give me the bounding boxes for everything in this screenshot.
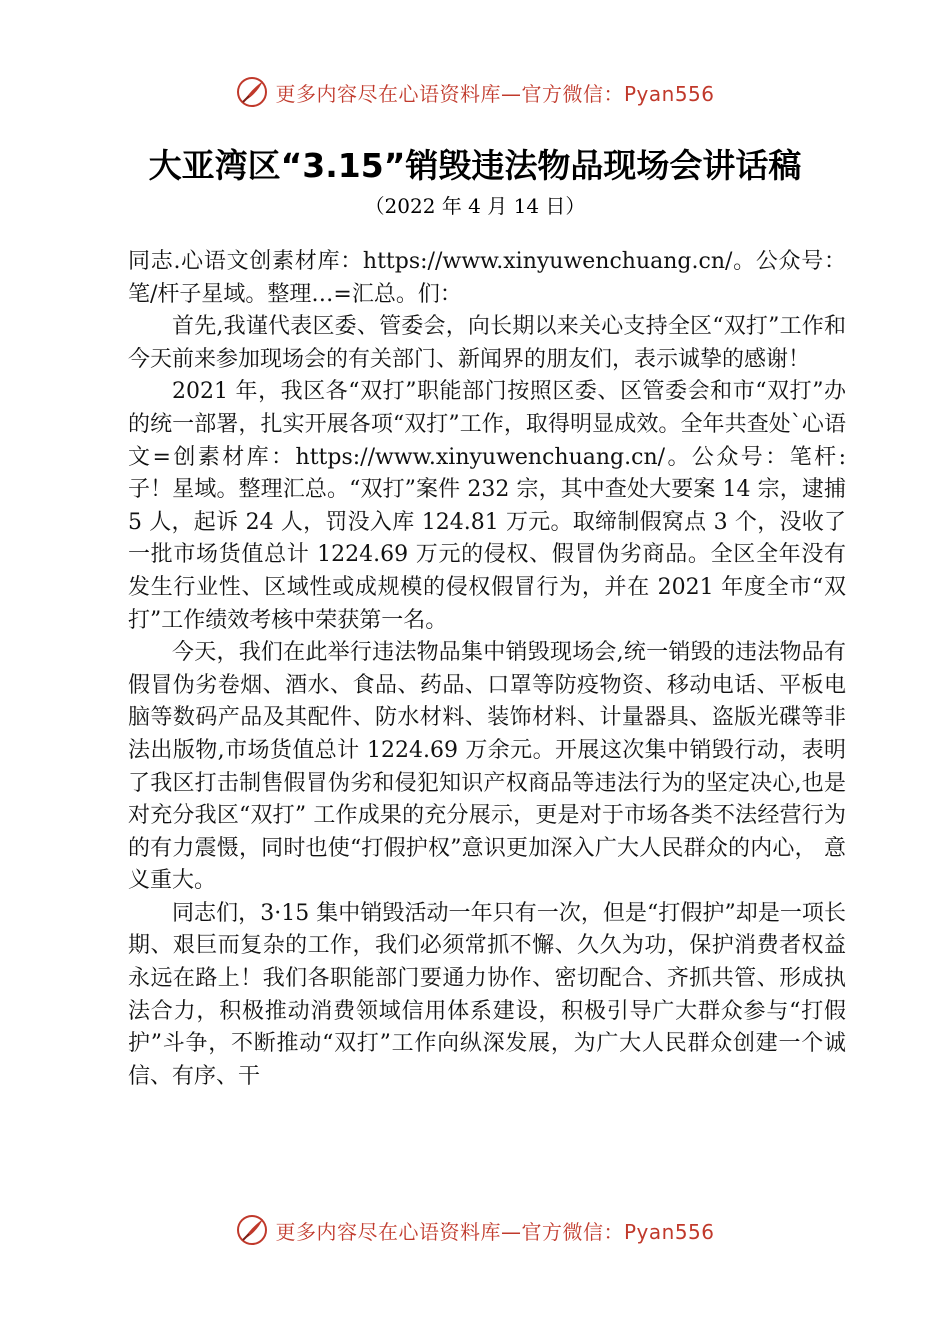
quill-logo-icon (235, 1213, 269, 1247)
paragraph: 同志们，3·15 集中销毁活动一年只有一次，但是“打假护”却是一项长期、艰巨而复杂的工作，我们必须常抓不懈、久久为功，保护消费者权益永远在路上！我们各职能部门要通力协作、密切配合、齐抓共管、形成执法合力，积极推动消费领域信用体系建设，积极引导广大群众参与“打假护”斗争，不断推动“双打”工作向纵深发展，为广大人民群众创建一个诚信、有序、干 (128, 900, 846, 1089)
header-banner (0, 72, 950, 112)
document-date: （2022 年 4 月 14 日） (364, 194, 586, 218)
paragraph-salutation: 同志.心语文创素材库：https://www.xinyuwenchuang.cn/。公众号：笔/杆子星域。整理…=汇总。们： (128, 249, 846, 307)
header-banner-label: 更多内容尽在心语资料库—官方微信： (275, 81, 624, 106)
document-body (128, 246, 846, 1093)
footer-banner-text (275, 1216, 714, 1245)
footer-wechat-id: Pyan556 (623, 1219, 715, 1244)
paragraph: 首先,我谨代表区委、管委会，向长期以来关心支持全区“双打”工作和今天前来参加现场会的有关部门、新闻界的朋友们，表示诚挚的感谢！ (128, 314, 846, 372)
header-banner-text (275, 78, 714, 107)
footer-banner-label: 更多内容尽在心语资料库—官方微信： (275, 1219, 624, 1244)
page-title: 大亚湾区“3.15”销毁违法物品现场会讲话稿 (148, 146, 802, 185)
footer-banner (0, 1210, 950, 1250)
header-wechat-id: Pyan556 (623, 81, 715, 106)
paragraph: 2021 年，我区各“双打”职能部门按照区委、区管委会和市“双打”办的统一部署，扎实开展各项“双打”工作，取得明显成效。全年共查处`心语文=创素材库：https://www.xinyuwenchuang.cn/。公众号：笔杆:子！星域。整理汇总。“双打”案件 232 宗，其中查处大要案 14 宗，逮捕 5 人，起诉 24 人，罚没入库 124.81 万元。取缔制假窝点 3 个，没收了一批市场货值总计 1224.69 万元的侵权、假冒伪劣商品。全区全年没有发生行业性、区域性或成规模的侵权假冒行为，并在 2021 年度全市“双打”工作绩效考核中荣获第一名。 (128, 379, 846, 633)
paragraph: 今天，我们在此举行违法物品集中销毁现场会,统一销毁的违法物品有假冒伪劣卷烟、酒水、食品、药品、口罩等防疫物资、移动电话、平板电脑等数码产品及其配件、防水材料、装饰材料、计量器具、盗版光碟等非法出版物,市场货值总计 1224.69 万余元。开展这次集中销毁行动，表明了我区打击制售假冒伪劣和侵犯知识产权商品等违法行为的坚定决心,也是对充分我区“双打” 工作成果的充分展示，更是对于市场各类不法经营行为的有力震慑，同时也使“打假护权”意识更加深入广大人民群众的内心， 意义重大。 (128, 640, 846, 894)
quill-logo-icon (235, 75, 269, 109)
